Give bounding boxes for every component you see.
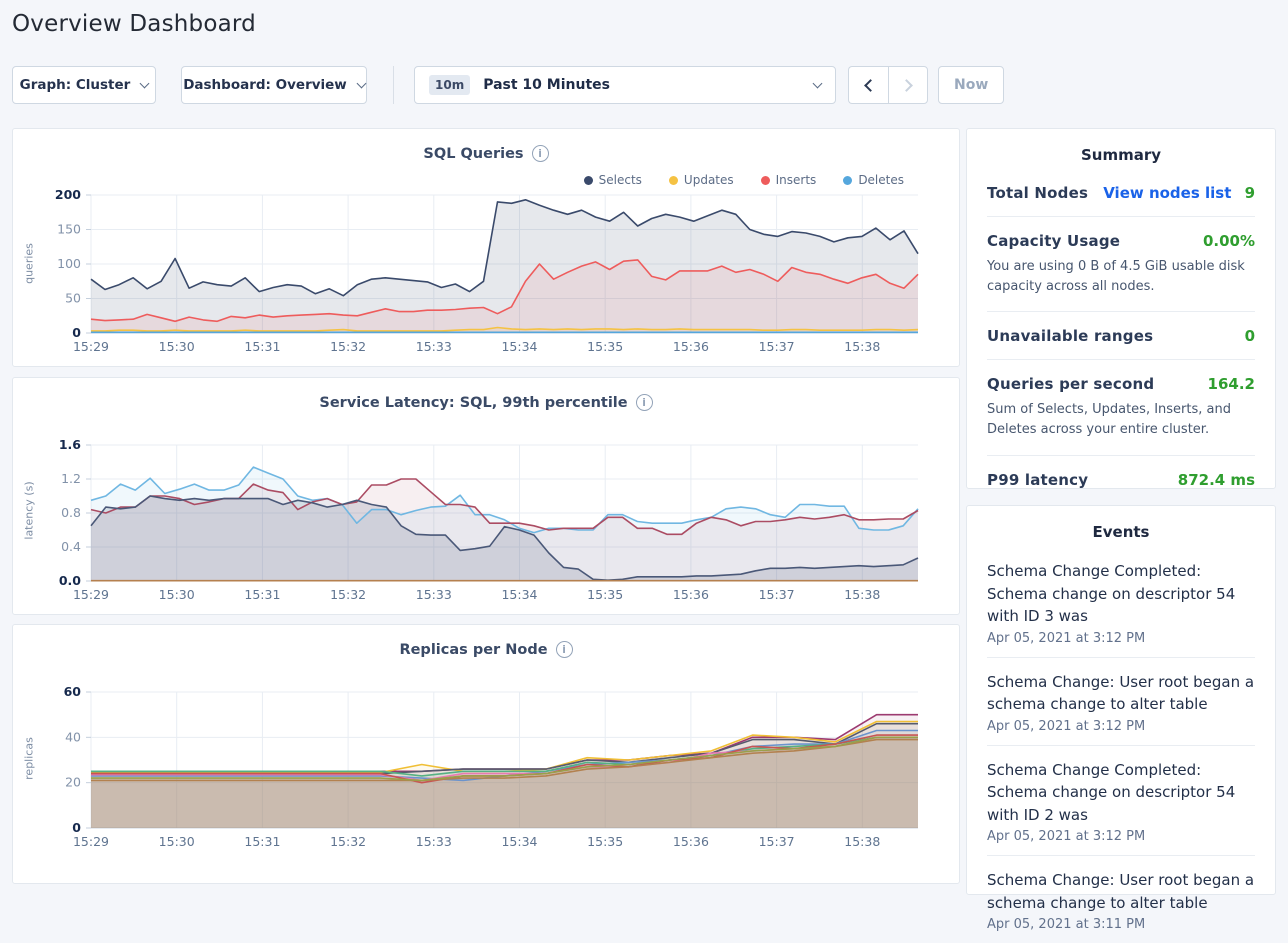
svg-text:40: 40: [65, 729, 81, 745]
graph-dropdown-label: Graph: Cluster: [19, 77, 131, 93]
svg-text:15:33: 15:33: [415, 587, 452, 602]
event-list-item[interactable]: [987, 658, 1255, 746]
svg-text:15:29: 15:29: [72, 834, 110, 849]
event-message: Schema Change Completed: Schema change on descriptor 54 with ID 3 was: [987, 562, 1236, 625]
svg-text:15:32: 15:32: [330, 834, 367, 849]
chevron-down-icon: [356, 79, 366, 89]
y-axis-label: replicas: [22, 737, 36, 780]
replicas-per-node-panel: [12, 624, 960, 884]
time-step-buttons: [848, 66, 928, 104]
chevron-right-icon: [900, 79, 913, 92]
svg-text:15:36: 15:36: [672, 587, 709, 602]
page-title: Overview Dashboard: [12, 11, 256, 37]
total-nodes-label: Total Nodes: [987, 184, 1089, 202]
view-nodes-list-link[interactable]: View nodes list: [1103, 184, 1232, 202]
svg-text:15:37: 15:37: [758, 587, 795, 602]
chart-title: Service Latency: SQL, 99th percentile: [319, 394, 628, 411]
prev-range-button[interactable]: [848, 66, 888, 104]
divider: [987, 455, 1255, 456]
svg-text:15:30: 15:30: [158, 587, 195, 602]
graph-dropdown[interactable]: [12, 66, 156, 104]
p99-latency-label: P99 latency: [987, 470, 1089, 489]
capacity-usage-value: 0.00%: [1202, 232, 1255, 250]
svg-text:15:38: 15:38: [844, 834, 881, 849]
qps-subtext: Sum of Selects, Updates, Inserts, and Deletes across your entire cluster.: [987, 402, 1231, 438]
unavailable-ranges-label: Unavailable ranges: [987, 327, 1154, 346]
event-message: Schema Change Completed: Schema change on descriptor 54 with ID 2 was: [987, 760, 1236, 824]
svg-text:0.4: 0.4: [61, 539, 81, 554]
event-timestamp: Apr 05, 2021 at 3:11 PM: [987, 917, 1146, 932]
events-title: Events: [1092, 523, 1150, 541]
legend-item: Inserts: [761, 173, 817, 187]
p99-latency-value: 872.4 ms: [1177, 470, 1255, 489]
legend-item: Deletes: [843, 173, 904, 187]
summary-title: Summary: [1080, 146, 1162, 164]
svg-text:15:34: 15:34: [501, 834, 538, 849]
svg-text:15:33: 15:33: [415, 339, 452, 354]
y-axis-label: queries: [22, 243, 36, 284]
svg-text:15:37: 15:37: [758, 834, 795, 849]
svg-text:15:30: 15:30: [158, 834, 195, 849]
svg-text:100: 100: [57, 256, 81, 271]
svg-text:150: 150: [57, 221, 81, 237]
capacity-usage-subtext: You are using 0 B of 4.5 GiB usable disk capacity across all nodes.: [987, 259, 1245, 295]
dashboard-dropdown-label: Dashboard: Overview: [183, 77, 347, 93]
svg-text:0: 0: [72, 325, 81, 340]
svg-text:15:29: 15:29: [72, 339, 110, 354]
toolbar-divider: [393, 66, 394, 104]
chart-title: SQL Queries: [423, 145, 524, 162]
svg-text:15:33: 15:33: [415, 834, 452, 849]
events-panel: [966, 505, 1276, 932]
event-message: Schema Change: User root began a schema change to alter table: [987, 672, 1255, 713]
event-timestamp: Apr 05, 2021 at 3:12 PM: [987, 718, 1146, 734]
svg-text:0.0: 0.0: [58, 573, 81, 588]
svg-text:50: 50: [65, 290, 81, 306]
svg-text:20: 20: [65, 774, 81, 790]
svg-text:15:29: 15:29: [72, 587, 110, 602]
capacity-usage-label: Capacity Usage: [987, 232, 1121, 250]
svg-text:15:35: 15:35: [587, 587, 624, 602]
svg-text:15:31: 15:31: [244, 834, 281, 849]
svg-text:1.2: 1.2: [61, 471, 81, 486]
event-message: Schema Change: User root began a schema change to alter table: [987, 871, 1255, 912]
now-button[interactable]: Now: [938, 66, 1004, 104]
qps-label: Queries per second: [987, 375, 1155, 394]
sql-queries-panel: [12, 128, 960, 367]
event-list-item[interactable]: [987, 547, 1255, 658]
legend-item: Selects: [584, 173, 642, 187]
divider: [987, 311, 1255, 312]
svg-text:15:34: 15:34: [501, 339, 538, 354]
time-range-label: Past 10 Minutes: [483, 77, 610, 93]
svg-text:15:37: 15:37: [758, 339, 795, 354]
event-timestamp: Apr 05, 2021 at 3:12 PM: [987, 630, 1146, 646]
svg-text:15:34: 15:34: [501, 587, 538, 602]
svg-text:15:32: 15:32: [330, 339, 367, 354]
svg-text:0: 0: [72, 820, 81, 835]
svg-text:15:36: 15:36: [672, 834, 709, 849]
svg-text:15:30: 15:30: [158, 339, 195, 354]
event-timestamp: Apr 05, 2021 at 3:12 PM: [987, 829, 1146, 844]
info-icon[interactable]: i: [556, 641, 573, 658]
dashboard-dropdown[interactable]: [181, 66, 367, 104]
replicas-chart[interactable]: [22, 680, 927, 856]
unavailable-ranges-value: 0: [1244, 327, 1255, 346]
svg-text:60: 60: [63, 684, 81, 699]
svg-text:15:38: 15:38: [844, 587, 881, 602]
time-range-badge: 10m: [429, 75, 470, 95]
svg-text:15:35: 15:35: [587, 339, 624, 354]
chart-title: Replicas per Node: [399, 641, 548, 658]
svg-text:200: 200: [54, 187, 81, 202]
service-latency-panel: [12, 377, 960, 615]
chevron-down-icon: [813, 79, 823, 89]
info-icon[interactable]: i: [532, 145, 549, 162]
time-range-selector[interactable]: [414, 66, 836, 104]
svg-text:15:31: 15:31: [244, 587, 281, 602]
sql-queries-chart[interactable]: [22, 183, 927, 361]
next-range-button[interactable]: [888, 66, 928, 104]
svg-text:15:35: 15:35: [587, 834, 624, 849]
legend-item: Updates: [669, 173, 734, 187]
chevron-down-icon: [140, 79, 150, 89]
divider: [987, 359, 1255, 360]
info-icon[interactable]: i: [636, 394, 653, 411]
svg-text:15:31: 15:31: [244, 339, 281, 354]
qps-value: 164.2: [1207, 375, 1255, 394]
chevron-left-icon: [864, 79, 877, 92]
service-latency-chart[interactable]: [22, 433, 927, 609]
total-nodes-value: 9: [1244, 184, 1255, 202]
divider: [987, 216, 1255, 217]
event-list-item[interactable]: [987, 856, 1255, 943]
summary-panel: [966, 128, 1276, 489]
event-list-item[interactable]: [987, 746, 1255, 857]
svg-text:15:32: 15:32: [330, 587, 367, 602]
y-axis-label: latency (s): [22, 481, 36, 540]
svg-text:0.8: 0.8: [61, 505, 81, 520]
svg-text:1.6: 1.6: [58, 437, 81, 452]
svg-text:15:38: 15:38: [844, 339, 881, 354]
svg-text:15:36: 15:36: [672, 339, 709, 354]
